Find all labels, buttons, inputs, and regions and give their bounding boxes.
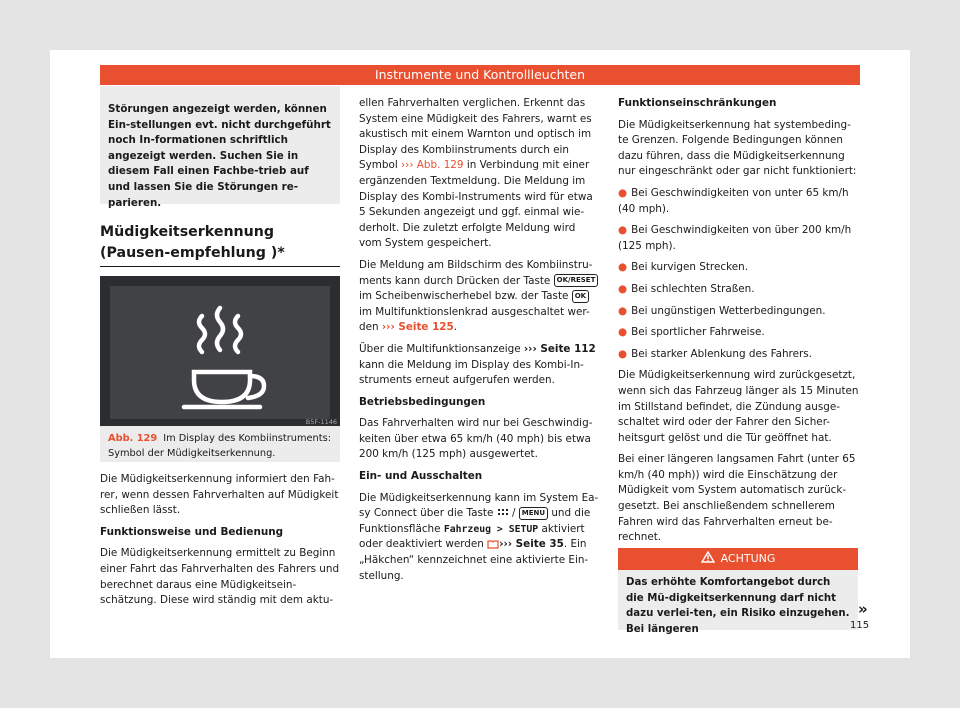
list-item: ● Bei Geschwindigkeiten von unter 65 km/h (40 mph). [618, 186, 849, 215]
note-text: Störungen angezeigt werden, können Ein-stellungen evt. nicht durchgeführt noch In-formationen schriftlich angezeigt werden. Suchen Sie in diesem Fall einen Fachbe-trieb auf und lassen Sie die Störungen re-parieren. [108, 103, 331, 209]
right-column [618, 96, 860, 552]
list-item: ● Bei starker Ablenkung des Fahrers. [618, 347, 812, 360]
heading-limits: Funktionseinschränkungen [618, 97, 777, 109]
conditions-paragraph: Das Fahrverhalten wird nur bei Geschwindig-keiten über etwa 65 km/h (40 mph) bis etwa 200 km/h (125 mph) ausgewertet. [359, 417, 593, 461]
display-screen [110, 286, 330, 419]
bullet-icon: ● [618, 224, 628, 237]
intro-paragraph: Die Müdigkeitserkennung informiert den Fah-rer, wenn dessen Fahrverhalten auf Müdigkeit schließen lässt. [100, 473, 339, 517]
middle-column [359, 96, 599, 590]
note-box [100, 86, 340, 209]
book-reference-icon [487, 539, 499, 549]
link-page-125[interactable]: ››› Seite 125 [381, 321, 454, 334]
limits-paragraph: Die Müdigkeitserkennung hat systembeding-te Grenzen. Folgende Bedingungen können dazu führen, dass die Müdigkeitserkennung nur eingeschränkt oder gar nicht funktioniert: [618, 118, 857, 178]
list-item: ● Bei kurvigen Strecken. [618, 261, 749, 274]
heading-function: Funktionsweise und Bedienung [100, 525, 284, 538]
function-paragraph: Die Müdigkeitserkennung ermittelt zu Beginn einer Fahrt das Fahrverhalten des Fahrers und berechnet daraus eine Müdigkeitsein-schätzung. Diese wird ständig mit dem aktu- [100, 547, 340, 607]
link-page-112[interactable]: ››› Seite 112 [523, 342, 596, 355]
menu-key: MENU [519, 507, 548, 520]
warning-title: ACHTUNG [720, 552, 776, 565]
bullet-icon: ● [618, 186, 628, 199]
warning-triangle-icon [701, 551, 715, 563]
section-title: Müdigkeitserkennung (Pausen-empfehlung )* [100, 224, 285, 261]
reset-paragraph: Die Müdigkeitserkennung wird zurückgesetzt, wenn sich das Fahrzeug länger als 15 Minuten im Stillstand befindet, die Zündung ausge-schaltet wird oder der Fahrer den Sicher-heitsgurt gelöst und die Tür geöffnet hat. [618, 369, 859, 444]
caption-text: Im Display des Kombiinstruments: Symbol der Müdigkeitserkennung. [108, 433, 331, 459]
coffee-cup-icon [110, 286, 330, 419]
bullet-icon: ● [618, 282, 628, 295]
continue-mark: » [858, 600, 868, 618]
caption-label: Abb. 129 [108, 433, 158, 444]
ok-key: OK [572, 290, 589, 303]
left-body [100, 472, 340, 615]
bullet-icon: ● [618, 304, 628, 317]
figure-caption [100, 426, 340, 462]
bullet-icon: ● [618, 261, 628, 274]
grid-menu-icon [497, 508, 509, 518]
section-divider [100, 266, 340, 267]
chapter-header: Instrumente und Kontrollleuchten [100, 65, 860, 85]
limits-list [618, 186, 860, 362]
warning-description: ellen Fahrverhalten verglichen. Erkennt das System eine Müdigkeit des Fahrers, warnt es akustisch mit einem Warnton und optisch im Display des Kombiinstruments durch ein Symbol ››› Abb. 129 in Verbindung mit einer ergänzenden Textmeldung. Die Meldung im Display des Kombi-Instruments wird für etwa 5 Sekunden angezeigt und ggf. einmal wie-derholt. Die zuletzt erfolgte Meldung wird vom System gespeichert. [359, 97, 593, 250]
list-item: ● Bei sportlicher Fahrweise. [618, 326, 765, 339]
figure-id: B5F-1146 [305, 418, 337, 426]
list-item: ● Bei Geschwindigkeiten von über 200 km/h (125 mph). [618, 224, 852, 252]
slow-drive-paragraph: Bei einer längeren langsamen Fahrt (unter 65 km/h (40 mph)) wird die Einschätzung der Müdigkeit vom System automatisch zurück-gesetzt. Bei anschließendem schnellerem Fahren wird das Fahrverhalten erneut be-rechnet. [618, 453, 856, 544]
figure-display [100, 276, 340, 426]
heading-conditions: Betriebsbedingungen [359, 395, 486, 408]
link-page-35[interactable]: ››› Seite 35 [499, 538, 564, 551]
bullet-icon: ● [618, 347, 628, 360]
warning-box [618, 548, 858, 635]
link-figure-129[interactable]: ››› Abb. 129 [401, 159, 464, 172]
dismiss-paragraph: Die Meldung am Bildschirm des Kombiinstru-ments kann durch Drücken der Taste OK/RESET im Scheibenwischerhebel bzw. der Taste OK im Multifunktionslenkrad ausgeschaltet wer-den ››› Seite 125. [359, 258, 599, 336]
warning-header [618, 548, 858, 570]
onoff-paragraph: Die Müdigkeitserkennung kann im System Ea-sy Connect über die Taste / MENU und die Funktionsfläche Fahrzeug > SETUP aktiviert oder deaktiviert werden ››› Seite 35. Ein „Häkchen“ kennzeichnet eine aktivierte Ein-stellung. [359, 491, 599, 582]
heading-onoff: Ein- und Ausschalten [359, 470, 483, 483]
ok-reset-key: OK/RESET [554, 274, 599, 287]
list-item: ● Bei schlechten Straßen. [618, 282, 755, 295]
bullet-icon: ● [618, 326, 628, 339]
page-number: 115 [850, 620, 870, 631]
recall-paragraph: Über die Multifunktionsanzeige ››› Seite 112 kann die Meldung im Display des Kombi-In-struments erneut aufgerufen werden. [359, 342, 596, 387]
menu-path: Fahrzeug > SETUP [443, 523, 539, 535]
warning-text: Das erhöhte Komfortangebot durch die Mü-digkeitserkennung darf nicht dazu verlei-ten, ein Risiko einzugehen. Bei längeren [626, 577, 850, 635]
list-item: ● Bei ungünstigen Wetterbedingungen. [618, 304, 826, 317]
